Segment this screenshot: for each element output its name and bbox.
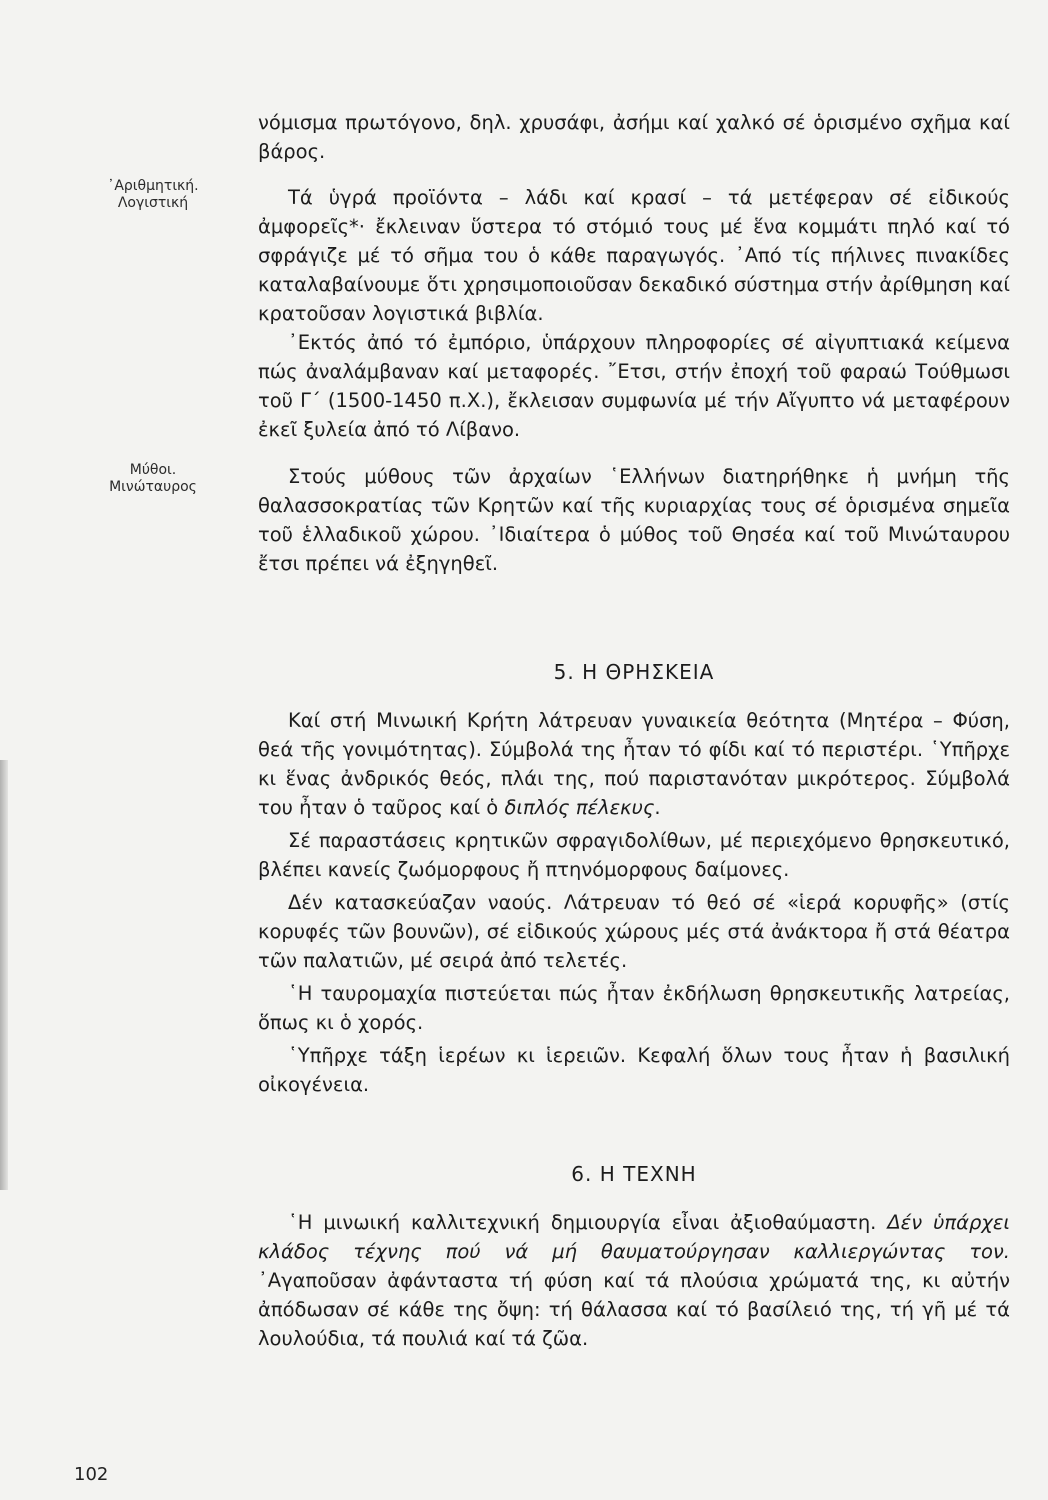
- italic-art-phrase: Δέν ὑπάρχει κλάδος τέχνης πού νά μή θαυματούργησαν καλλιεργώντας τον.: [258, 1211, 1011, 1263]
- paragraph-religion-seals: Σέ παραστάσεις κρητικῶν σφραγιδολίθων, μέ περιεχόμενο θρησκευτικό, βλέπει κανείς ζωόμορφους ἤ πτηνόμορφους δαίμονες.: [258, 829, 1010, 881]
- paragraph-religion-deities: [258, 706, 1010, 822]
- margin-note-myths: Μύθοι. Μινώταυρος: [109, 462, 197, 495]
- text-block-commerce: [258, 108, 1010, 578]
- text-run: ῾Η μινωική καλλιτεχνική δημιουργία εἶναι ἀξιοθαύμαστη.: [288, 1211, 888, 1234]
- text-run: .: [654, 796, 661, 819]
- text-block-art: [258, 1208, 1010, 1353]
- paragraph-religion-bullfighting: ῾Η ταυρομαχία πιστεύεται πώς ἦταν ἐκδήλωση θρησκευτικῆς λατρείας, ὅπως κι ὁ χορός.: [258, 982, 1010, 1034]
- paragraph-transport: ᾿Εκτός ἀπό τό ἐμπόριο, ὑπάρχουν πληροφορίες σέ αἰγυπτιακά κείμενα πώς ἀναλάμβαναν καί μεταφορές. ῎Ετσι, στήν ἐποχή τοῦ φαραώ Τούθμωσι τοῦ Γ΄ (1500-1450 π.Χ.), ἔκλεισαν συμφωνία μέ τήν Αἴγυπτο νά μεταφέρουν ἐκεῖ ξυλεία ἀπό τό Λίβανο.: [258, 331, 1010, 441]
- text-run: ᾿Αγαποῦσαν ἀφάνταστα τή φύση καί τά πλούσια χρώματά της, κι αὐτήν ἀπόδωσαν σέ κάθε της ὄψη: τή θάλασσα καί τό βασίλειό της, τή γῆ μέ τά λουλούδια, τά πουλιά καί τά ζῶα.: [258, 1269, 1010, 1350]
- paragraph-myths: Στούς μύθους τῶν ἀρχαίων ῾Ελλήνων διατηρήθηκε ἡ μνήμη τῆς θαλασσοκρατίας τῶν Κρητῶν καί τῆς κυριαρχίας τους σέ ὁρισμένα σημεῖα τοῦ ἑλλαδικοῦ χώρου. ᾿Ιδιαίτερα ὁ μύθος τοῦ Θησέα καί τοῦ Μινώταυρου ἔτσι πρέπει νά ἐξηγηθεῖ.: [258, 465, 1010, 575]
- page-edge-shadow: [0, 760, 8, 1190]
- paragraph-currency: νόμισμα πρωτόγονο, δηλ. χρυσάφι, ἀσήμι καί χαλκό σέ ὁρισμένο σχῆμα καί βάρος.: [258, 111, 1010, 163]
- paragraph-art: [258, 1208, 1010, 1353]
- italic-double-axe: διπλός πέλεκυς: [504, 796, 655, 819]
- section-title-religion: 5. Η ΘΡΗΣΚΕΙΑ: [553, 660, 715, 684]
- text-run: Καί στή Μινωική Κρήτη λάτρευαν γυναικεία θεότητα (Μητέρα – Φύση, θεά τῆς γονιμότητας). Σύμβολά της ἦταν τό φίδι καί τό περιστέρι. ῾Υπῆρχε κι ἕνας ἀνδρικός θεός, πλάι της, πού παριστανόταν μικρότερος. Σύμβολά του ἦταν ὁ ταῦρος καί ὁ: [258, 709, 1010, 819]
- paragraph-religion-sanctuaries: Δέν κατασκεύαζαν ναούς. Λάτρευαν τό θεό σέ «ἱερά κορυφῆς» (στίς κορυφές τῶν βουνῶν), σέ εἰδικούς χώρους μές στά ἀνάκτορα ἤ στά θέατρα τῶν παλατιῶν, μέ σειρά ἀπό τελετές.: [258, 891, 1010, 972]
- margin-note-arithmetic: ᾿Αριθμητική. Λογιστική: [107, 178, 199, 211]
- text-block-religion: [258, 706, 1010, 1099]
- paragraph-religion-priests: ῾Υπῆρχε τάξη ἱερέων κι ἱερειῶν. Κεφαλή ὅλων τους ἦταν ἡ βασιλική οἰκογένεια.: [258, 1044, 1010, 1096]
- section-title-art: 6. Η ΤΕΧΝΗ: [571, 1162, 697, 1186]
- page-number: 102: [74, 1464, 109, 1485]
- paragraph-liquid-products: Τά ὑγρά προϊόντα – λάδι καί κρασί – τά μετέφεραν σέ εἰδικούς ἀμφορεῖς*· ἔκλειναν ὕστερα τό στόμιό τους μέ ἕνα κομμάτι πηλό καί τό σφράγιζε μέ τό σῆμα του ὁ κάθε παραγωγός. ᾿Από τίς πήλινες πινακίδες καταλαβαίνουμε ὅτι χρησιμοποιοῦσαν δεκαδικό σύστημα στήν ἀρίθμηση καί κρατοῦσαν λογιστικά βιβλία.: [258, 186, 1010, 325]
